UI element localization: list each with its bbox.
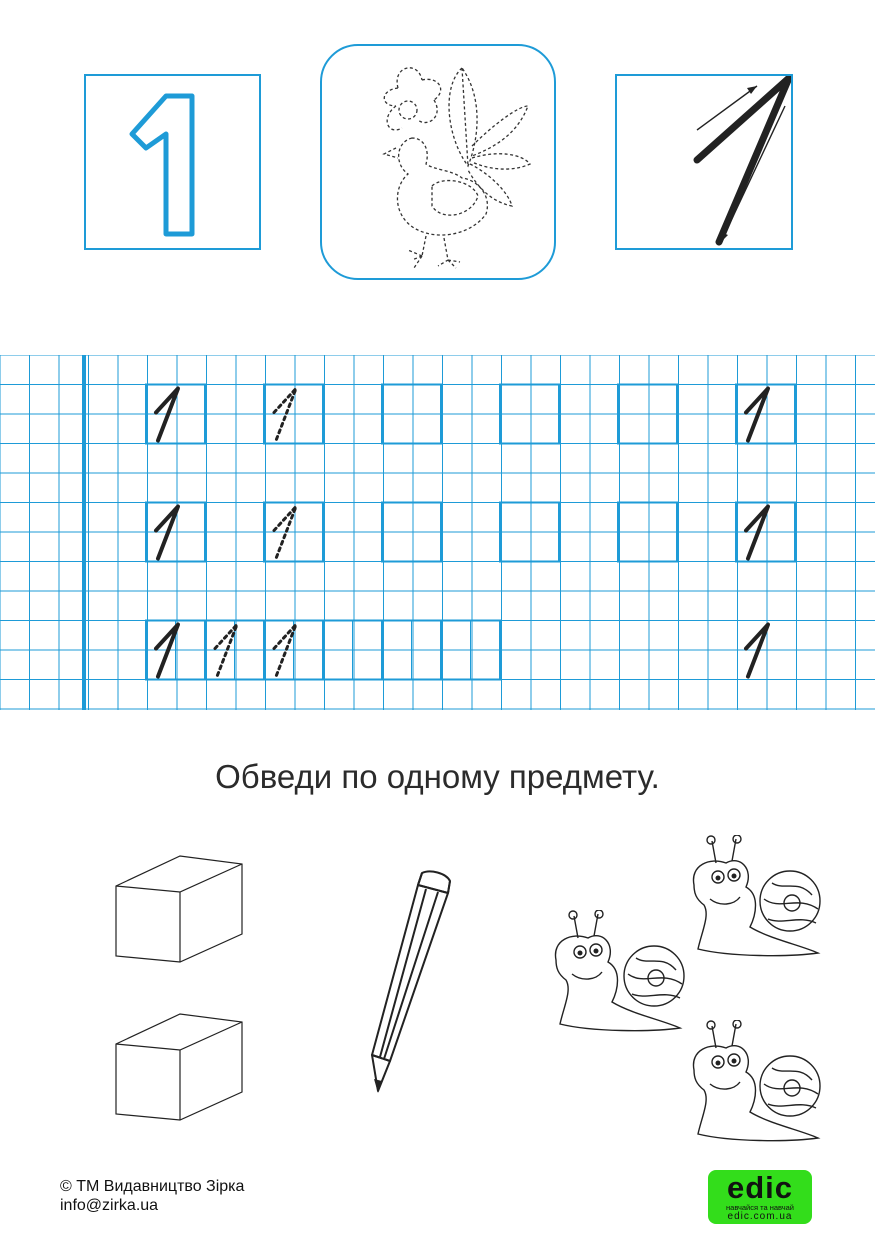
task-instruction: Обведи по одному предмету. (215, 758, 660, 795)
grid-canvas (0, 355, 875, 710)
pencil-outline (360, 865, 460, 1100)
snail-outline-top-right (690, 835, 825, 960)
box-outline-top (110, 850, 250, 965)
edic-logo (708, 1170, 812, 1224)
box-outline-bottom (110, 1008, 250, 1123)
logo-tagline: навчайся та навчай (726, 1203, 794, 1212)
digit-outline-box (84, 74, 261, 250)
logo-site: edic.com.ua (727, 1211, 793, 1222)
stroke-direction-box (615, 74, 793, 250)
dotted-flower-chick-icon (322, 46, 554, 278)
logo-word: edic (726, 1170, 794, 1205)
snail-outline-bottom-right (690, 1020, 825, 1145)
digit-stroke-arrows-icon (617, 76, 791, 248)
trace-picture-box (320, 44, 556, 280)
email-text: info@zirka.ua (60, 1197, 159, 1214)
practice-grid (0, 355, 875, 710)
outline-digit-one (86, 76, 259, 248)
snail-outline-left (552, 910, 687, 1035)
publisher-footer (60, 1177, 244, 1215)
copyright-text: © ТМ Видавництво Зірка (60, 1178, 245, 1195)
